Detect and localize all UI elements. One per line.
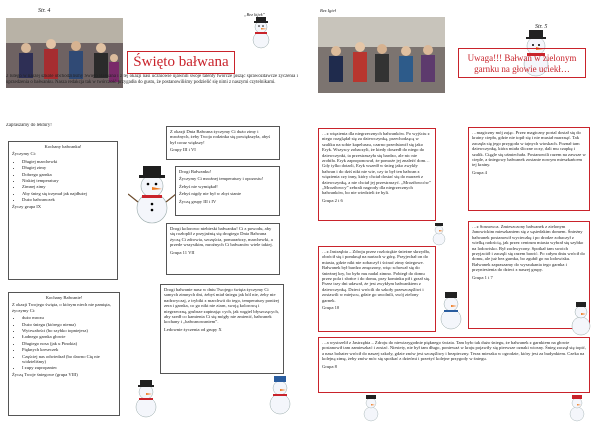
list-item: • Aby śnieg się trzymał jak najdłużej [22,191,114,196]
snowman-icon [430,222,448,246]
wishes-box-4 [175,166,280,216]
box-text: Drogi kolorowo niebieski bałwanku! Ci z powodu, aby się rozłoplił z przyjaźnią się drogiego Dnia Bałwana życzą Ci zdrowia, szczęścia, pomarańczy, marchewki, a przede wszystkim, mroźnych Ci bałwanów wiele takiej. [170,226,273,248]
list-item: • Dużo śniegu (którego niema) [22,322,116,327]
list-item: • Dużo bałwanczek [22,197,114,202]
snowman-icon [128,160,176,226]
box-subheading: Życzymy Ci: [12,151,37,157]
wishes-list-1 [12,159,114,203]
box-heading: Kochany bałwanku! [44,144,82,149]
story-box-5 [318,337,590,393]
magazine-title: Bez Igieł [320,8,336,13]
page-headline: Święto bałwana [127,51,235,74]
wishes-list-2 [12,315,116,371]
box-heading: Kochany Bałwanie! [45,295,83,300]
story-box-3 [318,246,436,332]
box-item: Żebyś nigdy nie był w zbyt stanie [179,191,242,197]
wishes-box-5 [166,223,280,275]
box-signature: Życzą grupy III i IV [179,198,217,204]
list-item: • Częściej nas odwiedzał (bo dawno Cię nie widzieliśmy) [22,354,116,365]
story-signature: Grupa 10 [322,305,340,311]
snowman-icon [246,15,276,49]
page-number: Str. 4 [38,8,51,14]
list-item: • dużo mrozu [22,315,116,320]
story-signature: Grupa 4 [472,169,487,175]
box-text: Drogi bałwanie nasz w dniu Twojego święta życzymy Ci samych zimnych dni, żebyś miał śniegu jak ból nie, żeby nie nadzwyczaj, z trybiki z marchwii do tego, temperatury poniżej zera i garnka, co go nikt nie ziarn, swoją kolorową i niegrzeczną, grubsze zapinając cych, jak węgiel błyszczących, aby szedł co kamienia Ci się mógły nie zmienić, bałwanek kochany i „bałwanowaniem”. [164,287,280,325]
story-text: …z Sosnowca. Zmieszczony bałwanek z zielonym Janowickim mieszkaniem się z sąsiedzkim domem. Śnieżny bałwanek postanowił wycieczkę i po drodze zobaczył z wielką radością, jak przez centrum miasta wybrał się szybko na lodowisko. Był zachwycony. Spotkał tam swoich przyjaciół i zaczęli się razem bawić. Po całym dniu wrócił do domu, ale już bez garnka, bo zgubił go na lodowisku. Bałwanek zapraszamy do wyszukania tego garnka i przyniesienia do dzieci z naszej grupy. [472,224,585,273]
list-item: • Długiej marchewki [22,159,114,164]
box-item: Życzymy Ci mroźnej temperatury i opozostu! [179,176,264,182]
list-item: • Pięknych kreseczek [22,347,116,352]
story-text: …z więzienia dla niegrzecznych bałwanków. Po wyjściu z niego rozglądał się za dziewczynką, przechodzącą w szaliku na sobie kapeluszu, czarno przedstawił się jako Eryk. Wszyscy zobaczyli, że kiedy doszedł do niego do dziewczynki, ta przestraszyła się bardzo, ale nic nie zrobiła. Eryk zaproponował, że pomoże jej znaleźć dom… Gdy tylko dotarli, Eryk wszedł w śnieg jako zwykły bałwan i do dziś nikt nie wie, czy to był ten bałwan z więzienia czy inny, który chciał dostać się do marzeń z dziewczynką, a nie chciał jej przestraszyć. „Mroziłowców” „Mroziłowcy” zebrali nagrody dla niegrzecznych bałwanków, bo nie wiedzieli że byli. [322,131,431,196]
list-item: • I zupy zupropaniec [22,365,116,370]
box-text: Z okazji Dnia Bałwana życzymy Ci dużo zimy i mroźnych, żeby Twoja rodzinka się powiększyła, abyś był coraz większy! [170,129,271,145]
wishes-box-3 [166,126,280,160]
box-signature: Grupy III i VI [170,147,196,153]
snowman-icon [360,394,382,422]
classroom-photo [318,17,445,93]
box-signature: Ledownie życzenia od grupy X [164,326,222,332]
box-signature: Życzą Twoje śniegowe (grupa VIII) [12,371,78,377]
story-box-2 [468,127,590,211]
box-signature: Grupa 11 VII [170,249,195,255]
snowman-icon [266,372,294,416]
invite-text: Zapraszamy do lektury! [6,123,52,128]
wishes-box-1 [8,141,118,280]
box-signature: Życzy grupa IX [12,203,42,209]
story-box-1 [318,128,436,221]
magazine-title: „Bez kijek” [244,12,266,17]
list-item: • Długiego nosa (jak u Pinokia) [22,341,116,346]
intro-paragraph: 2 lutego w naszej szkole obchodziliśmy Święto Bałwana i z tej okazji nasi uczniowie ujawnili swoje talenty twórcze pisząc sprawozdawcze życzenia i uprzedzenia o bałwanku. Nasza redakcja tak w twórczość przygadła do gustu, że postanowiliśmy podzielić się nimi z naszymi czytelnikami. [6,74,298,85]
box-item: Żebyś nie wymiękał! [179,183,218,189]
box-text: Z okazji Twojego święta, o którym niech nie pamięta, życzymy Ci: [12,302,111,313]
story-signature: Grupa 1 i 7 [472,274,493,280]
wishes-box-6 [160,284,284,374]
snowman-icon [130,378,162,418]
list-item: • Ładnego garnka głowie [22,334,116,339]
list-item: • Zimnej zimy [22,184,114,189]
page-number: Str. 5 [535,24,548,30]
snowman-icon [566,394,588,422]
story-text: …magiczny mój zając. Przez magiczny portal dostał się do krainy ciepła, gdzie nie topił się i nie musiał marznąć. Tak zaczęła się jego przygoda w tajnych wioskach. Poznał tam dziewczynkę, która miała śliczne oczy, dali mu czapkę i szalik. Ciągle się uśmiechała. Postanowili razem na zawsze w cieple, a śniegowy bałwanek zostanie nowym mieszkańcem tej krainy. [472,130,586,168]
list-item: • Wytrwałości (bo szybko topniejesz) [22,328,116,333]
headline-line-1: Uwaga!!! Bałwan w zielonym [467,53,577,63]
snowman-icon [568,300,594,336]
snowman-icon [436,290,466,330]
story-signature: Grupa 8 [322,363,337,369]
story-signature: Grupa 2 i 6 [322,197,343,203]
list-item: • Długiej zimy [22,165,114,170]
list-item: • Niskiej temperatury [22,178,114,183]
box-heading: Drogi Bałwanku! [179,169,212,174]
wishes-box-2 [8,292,120,416]
page-headline [458,48,586,78]
story-text: …a wystrzelił z Jastrzębia – Zdroju do niewiarygodnie pięknego świata. Tam było tak dużo śniegu, że bałwanek z garnkiem na głowie postanowił tam zamieszkać i zostać. Niestety, nie był tam długo, ponieważ w kraju pojawiły się pierwsze oznaki wiosny. Śnieg zaczął się topić, a nasz bohater wrócił do naszej szkoły, gdzie znów jest szczęśliwy i bezpieczny. Teraz mieszka w ogrodzie, który jest za budynkiem. Czeka na kolejną zimę, żeby znów móc się spotkać z dziećmi i przeżyć kolejne przygody w śniegu. [322,340,586,362]
list-item: • Dobrego garnka [22,172,114,177]
right-page [300,0,600,424]
story-text: …z Jastrzębia – Zdroju przez rozlotrąkie śnieżne skrzydła, obrócił się i pomknął na nartach w górę. Przyjechał on do miasta, gdzie nikt nie zobaczył i ścinać zimy śniegowe. Bałwanek był bardzo zmęczony, więc schował się do śnieżnej kry, bo było mu nadal zimno. Pobiegł do domu przez pola i słońce i do domu, przy kominku pił i grzał się. Przez trzy dni udawał, że jest zwykłym bałwankiem z dziewczynką. Dzieci wrócili do szkoły przeszczęśliwi i zostawili w miejscu, gdzie go uwolnili, swój zielony garnek. [322,249,431,303]
headline-line-2: garnku na głowie uciekł… [474,64,570,74]
